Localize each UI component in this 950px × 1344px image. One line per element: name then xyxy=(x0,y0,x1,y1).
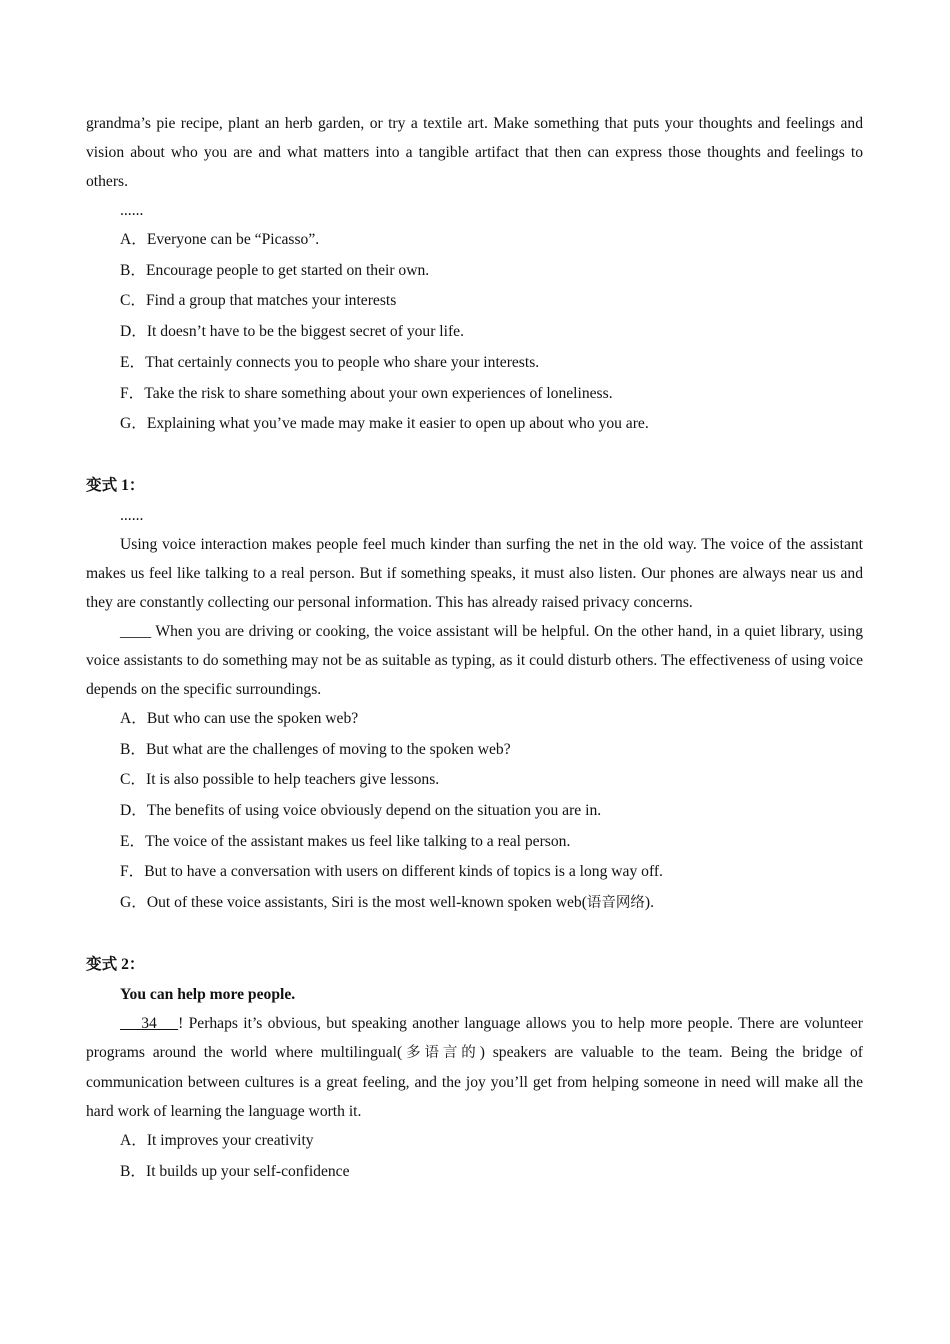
option-b: B．Encourage people to get started on their own. xyxy=(120,261,430,279)
passage-paragraph-with-blank xyxy=(86,1009,863,1126)
option-a: A．Everyone can be “Picasso”. xyxy=(120,231,320,248)
paragraph-text: ! Perhaps it’s obvious, but speaking another language allows you to help more people. There are volunteer programs around the world where multilingual( xyxy=(86,1014,863,1061)
option-d: D．It doesn’t have to be the biggest secret of your life. xyxy=(120,323,464,341)
option-e: E．The voice of the assistant makes us feel like talking to a real person. xyxy=(120,832,571,850)
option-text-end: ). xyxy=(644,894,654,912)
chinese-gloss: 语音网络 xyxy=(586,895,645,912)
answer-blank: ____ xyxy=(120,622,152,640)
passage-subheading: You can help more people. xyxy=(120,985,296,1003)
option-b: B．It builds up your self-confidence xyxy=(120,1162,350,1180)
ellipsis: ...... xyxy=(120,202,144,219)
variant-1-heading: 变式 1： xyxy=(86,476,145,494)
option-a: A．But who can use the spoken web? xyxy=(120,709,359,727)
passage-paragraph-with-blank xyxy=(86,617,863,704)
option-b: B．But what are the challenges of moving to the spoken web? xyxy=(120,740,511,758)
ellipsis: ...... xyxy=(120,506,144,524)
option-f: F．Take the risk to share something about your own experiences of loneliness. xyxy=(120,384,613,402)
document-page xyxy=(86,109,863,1187)
passage-paragraph: grandma’s pie recipe, plant an herb garden, or try a textile art. Make something that puts your thoughts and feelings and vision about who you are and what matters into a tangible artifact that then can express those thoughts and feelings to others. xyxy=(86,115,863,190)
option-e: E．That certainly connects you to people who share your interests. xyxy=(120,353,540,371)
paragraph-text-end: ) speakers are valuable to the team. Being the bridge of communication between cultures is a great feeling, and the joy you’ll get from helping someone in need will make all the hard work of learning the language worth it. xyxy=(86,1043,863,1120)
variant-2-heading: 变式 2： xyxy=(86,955,145,973)
option-d: D．The benefits of using voice obviously depend on the situation you are in. xyxy=(120,802,602,820)
numbered-answer-blank: 34 xyxy=(120,1014,179,1032)
option-g: G．Explaining what you’ve made may make it easier to open up about who you are. xyxy=(120,415,649,433)
chinese-gloss: 多语言的 xyxy=(402,1044,480,1061)
option-c: C．Find a group that matches your interests xyxy=(120,292,397,310)
option-a: A．It improves your creativity xyxy=(120,1131,314,1149)
option-list xyxy=(86,225,863,440)
option-g xyxy=(86,888,863,919)
passage-paragraph: Using voice interaction makes people feel much kinder than surfing the net in the old way. The voice of the assistant makes us feel like talking to a real person. But if something speaks, it must also listen. Our phones are always near us and they are constantly collecting our personal information. This has already raised privacy concerns. xyxy=(86,535,863,611)
option-text: G．Out of these voice assistants, Siri is the most well-known spoken web( xyxy=(120,894,587,912)
option-list xyxy=(86,1126,863,1187)
option-c: C．It is also possible to help teachers give lessons. xyxy=(120,771,440,789)
option-f: F．But to have a conversation with users on different kinds of topics is a long way off. xyxy=(120,863,663,881)
option-list xyxy=(86,704,863,919)
paragraph-text: When you are driving or cooking, the voice assistant will be helpful. On the other hand, in a quiet library, using voice assistants to do something may not be as suitable as typing, as it could disturb others. The effectiveness of using voice depends on the specific surroundings. xyxy=(86,622,863,698)
